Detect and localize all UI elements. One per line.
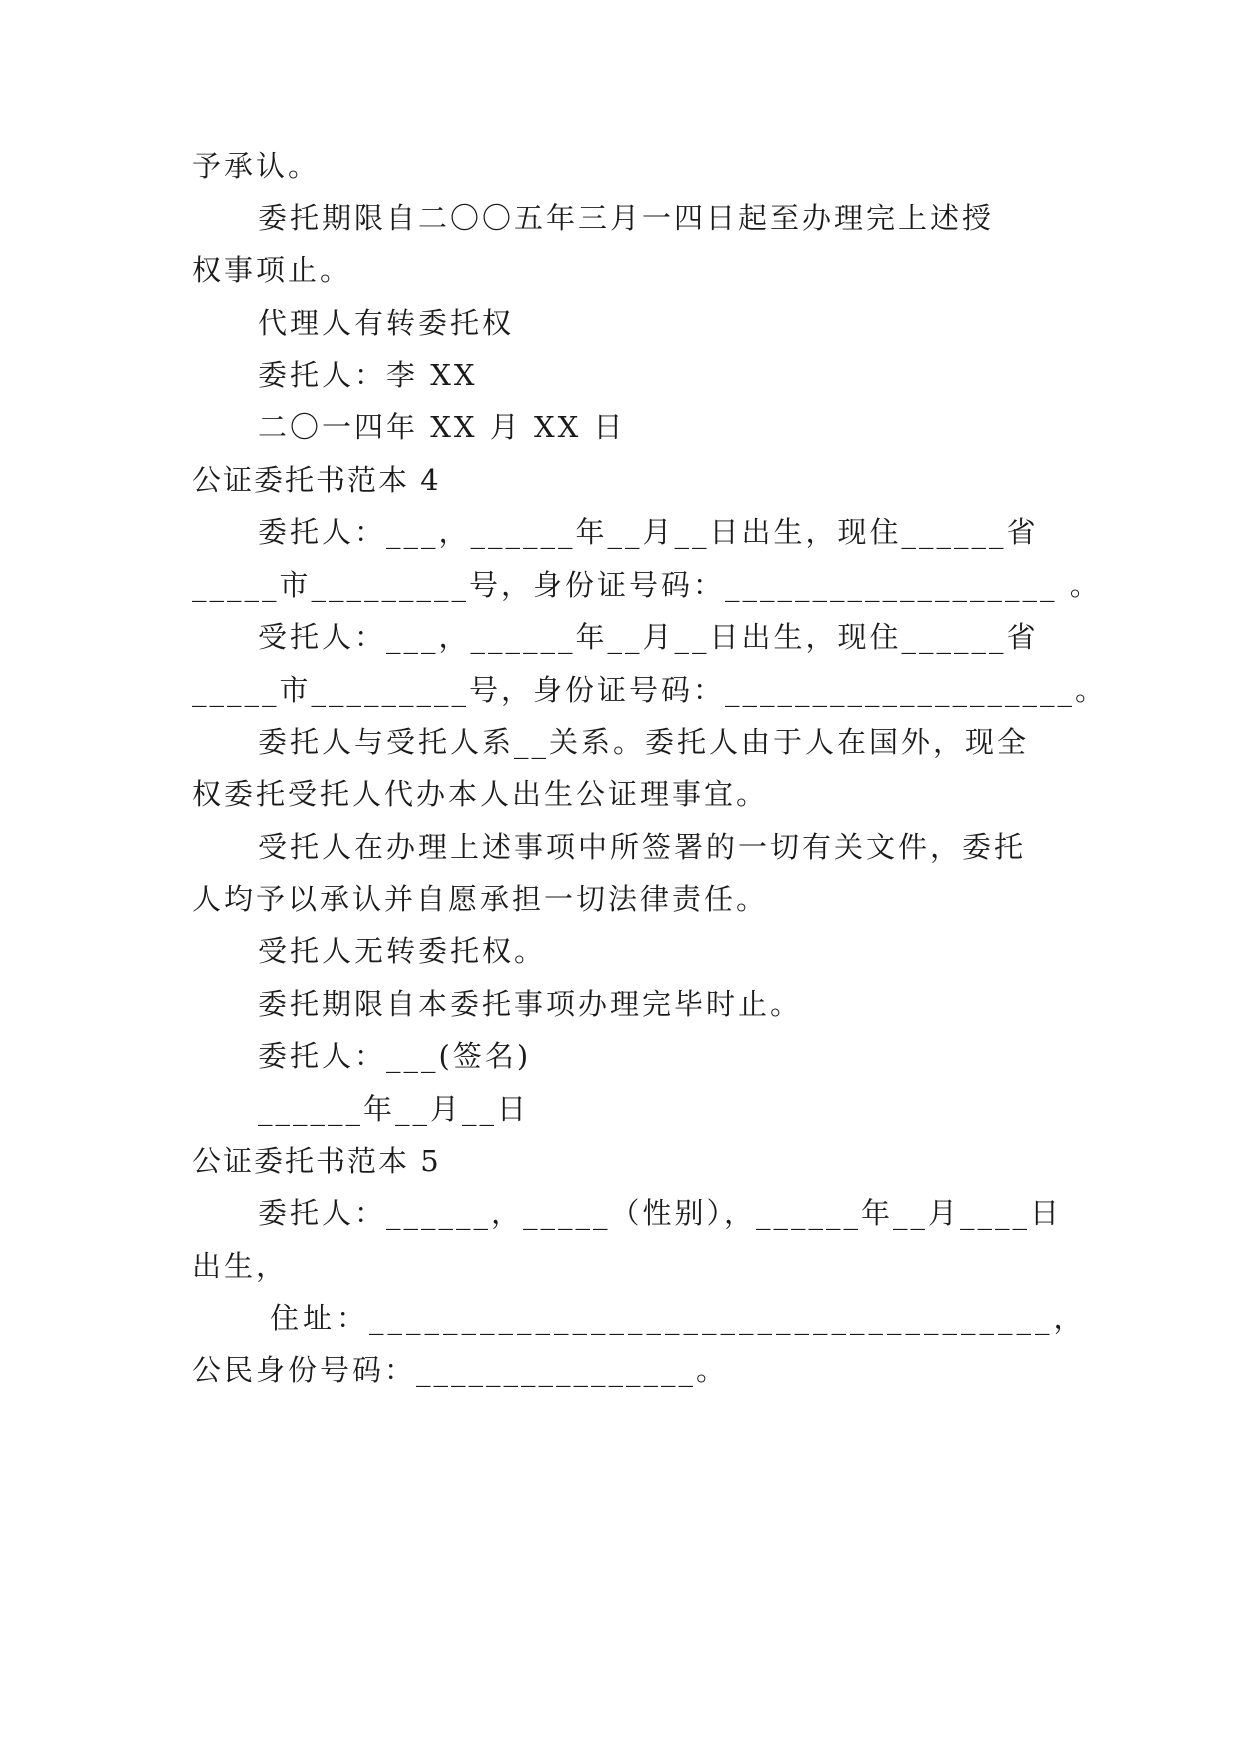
date-line: ______年__月__日 [258, 1092, 530, 1126]
paragraph-line: _____市_________号，身份证号码：____________________。 [192, 673, 1108, 707]
paragraph-line: 权事项止。 [192, 253, 353, 287]
paragraph-line: 委托期限自二〇〇五年三月一四日起至办理完上述授 [258, 201, 995, 235]
paragraph-line: 委托人与受托人系__关系。委托人由于人在国外，现全 [258, 725, 1030, 759]
paragraph-line: 出生， [192, 1249, 289, 1283]
paragraph-line: 委托人：___，______年__月__日出生，现住______省 [258, 515, 1039, 549]
id-number-line: 公民身份号码：________________。 [192, 1353, 729, 1387]
section-heading: 公证委托书范本 4 [192, 463, 441, 497]
principal-line: 委托人：李 XX [258, 358, 478, 392]
paragraph-line: 人均予以承认并自愿承担一切法律责任。 [192, 882, 769, 916]
address-line: 住址：_____________________________________， [270, 1301, 1087, 1335]
date-line: 二〇一四年 XX 月 XX 日 [258, 410, 626, 444]
paragraph-line: _____市_________号，身份证号码：___________________ 。 [192, 568, 1102, 602]
paragraph-line: 委托人：______，_____（性别），______年__月____日 [258, 1196, 1063, 1230]
paragraph-line: 权委托受托人代办本人出生公证理事宜。 [192, 777, 769, 811]
paragraph-line: 委托期限自本委托事项办理完毕时止。 [258, 987, 803, 1021]
signature-line: 委托人：___(签名) [258, 1039, 532, 1073]
paragraph-line: 受托人无转委托权。 [258, 934, 547, 968]
paragraph-line: 予承认。 [192, 149, 321, 183]
paragraph-line: 受托人在办理上述事项中所签署的一切有关文件，委托 [258, 830, 1027, 864]
section-heading: 公证委托书范本 5 [192, 1144, 441, 1178]
paragraph-line: 代理人有转委托权 [258, 306, 515, 340]
paragraph-line: 受托人：___，______年__月__日出生，现住______省 [258, 620, 1039, 654]
